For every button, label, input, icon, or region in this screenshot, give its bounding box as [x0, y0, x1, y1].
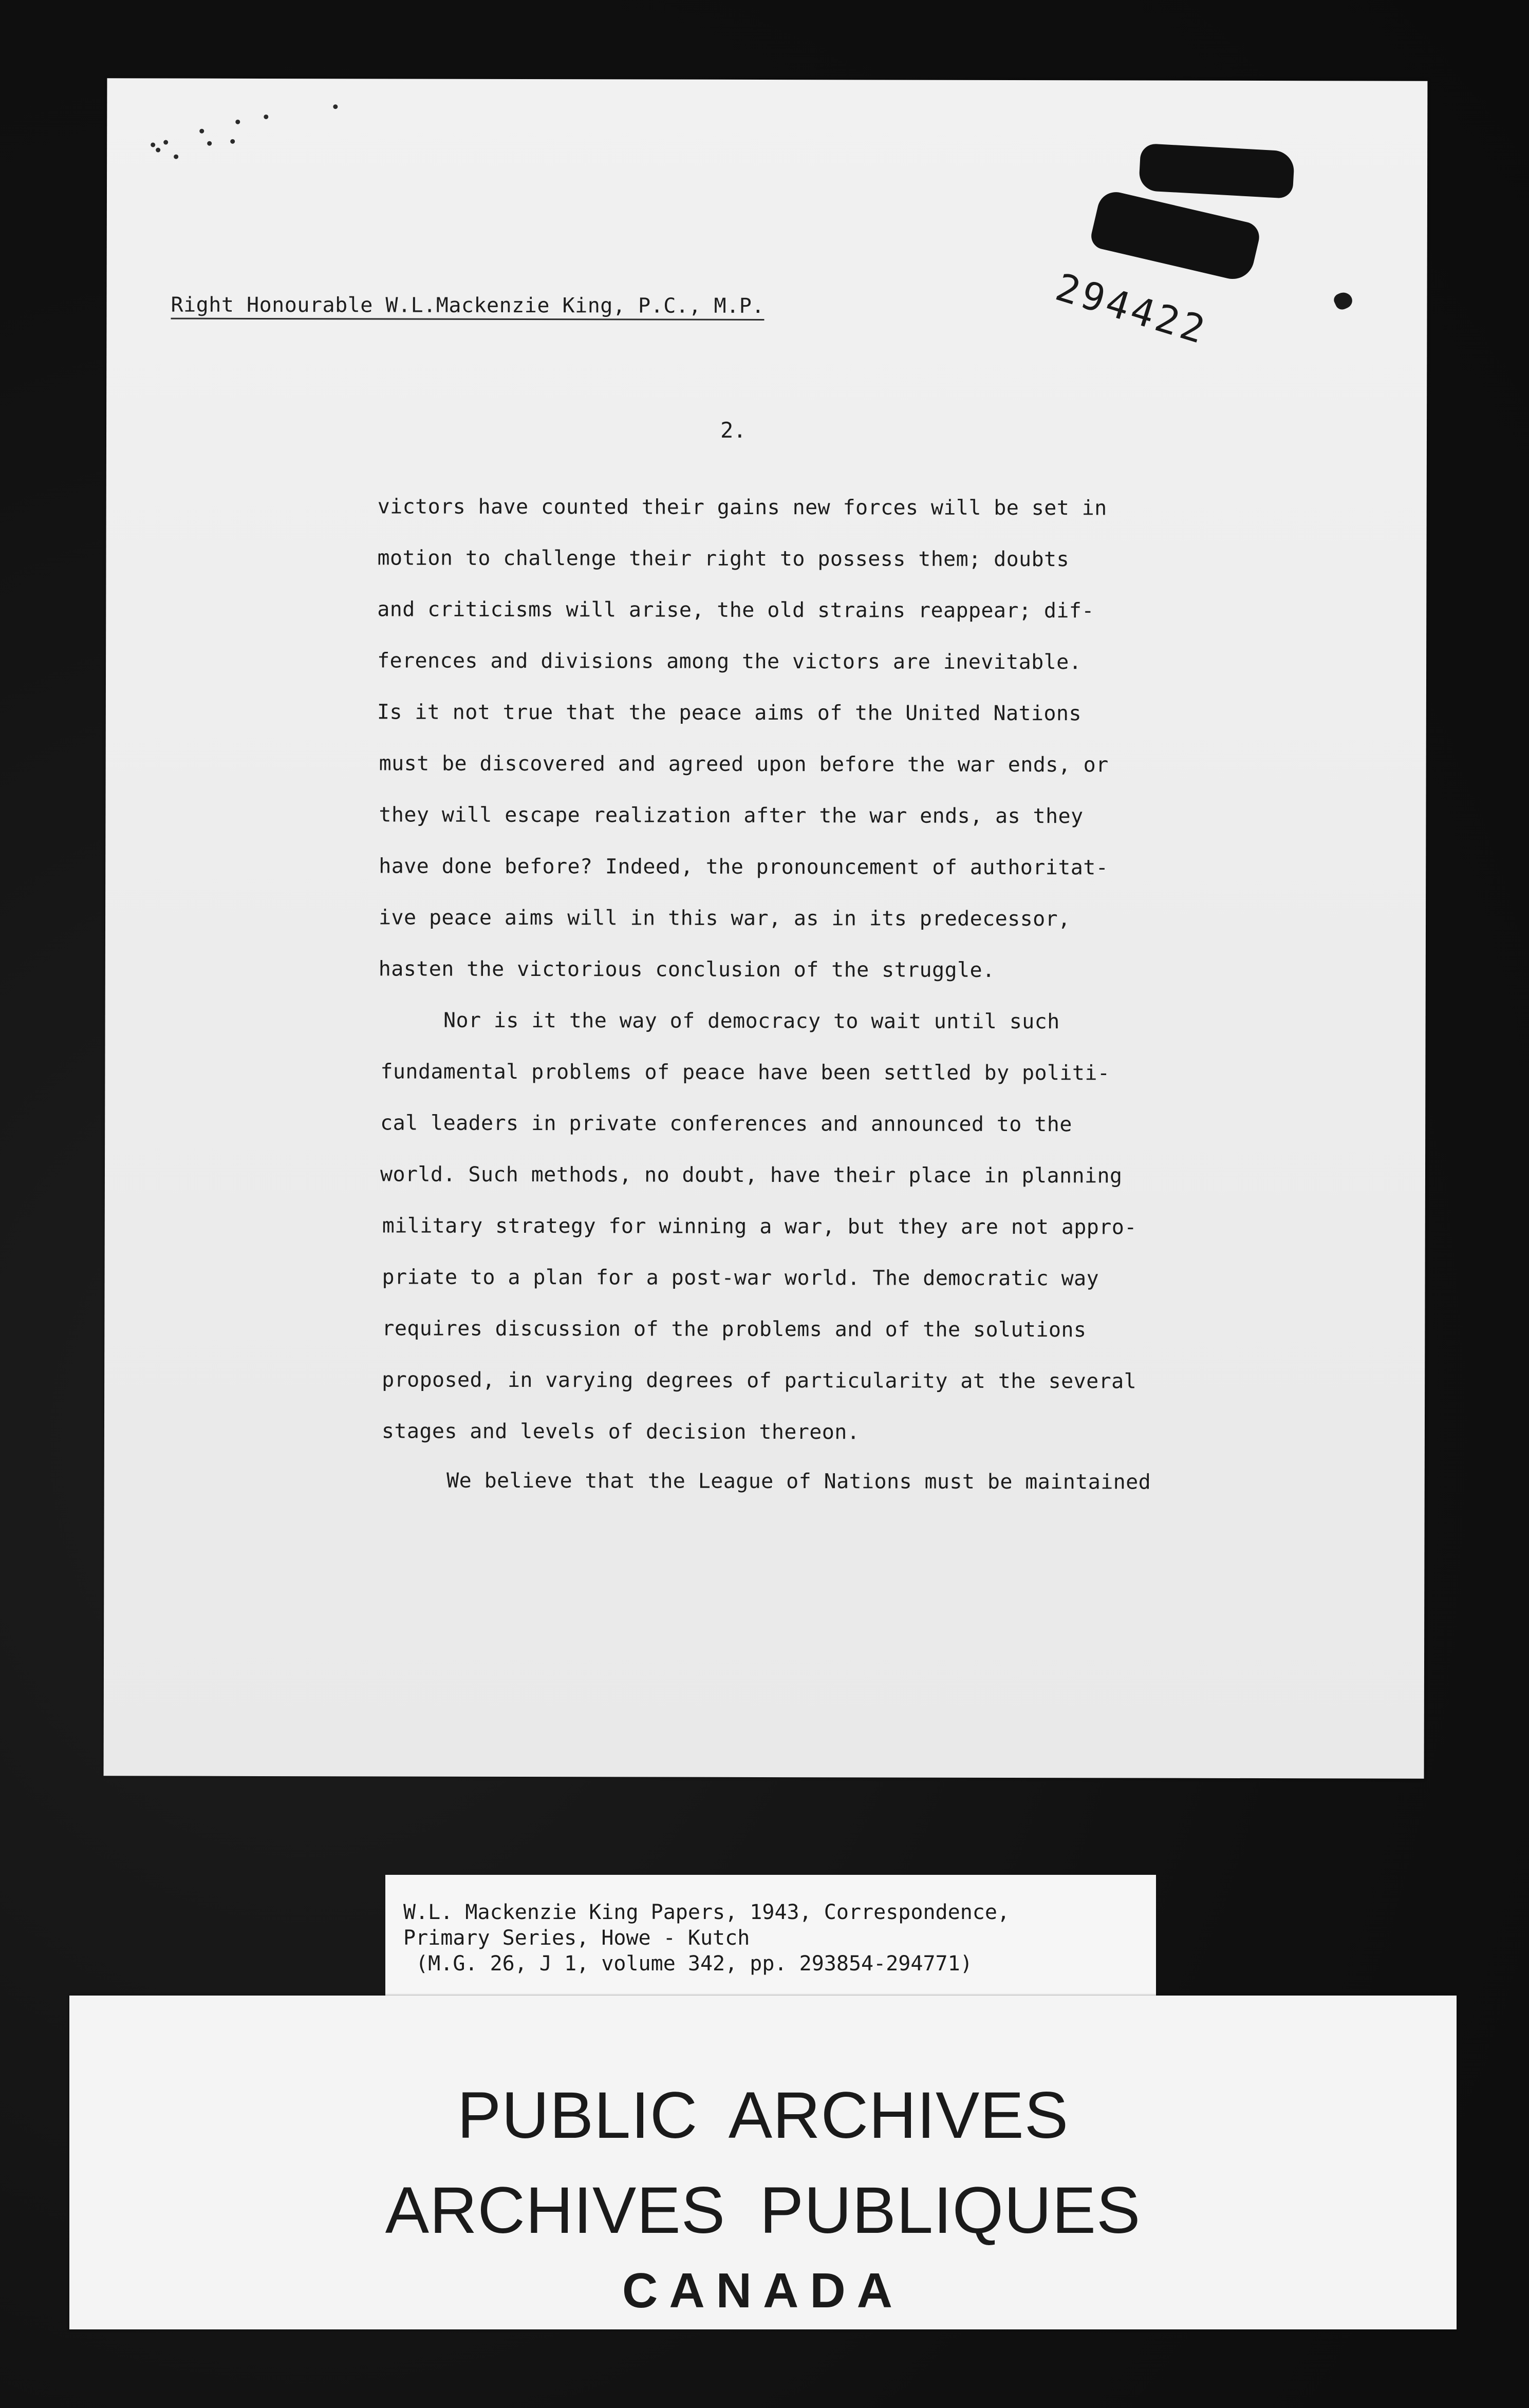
stray-mark: [174, 155, 178, 159]
stray-mark: [156, 148, 160, 153]
body-line: cal leaders in private conferences and announced to the: [380, 1111, 1072, 1137]
label-line: W.L. Mackenzie King Papers, 1943, Correspondence,: [403, 1901, 1010, 1924]
redaction-blot: [1089, 189, 1262, 284]
body-line: ferences and divisions among the victors are inevitable.: [377, 649, 1082, 674]
body-line: they will escape realization after the war ends, as they: [379, 803, 1084, 829]
stray-mark: [207, 141, 212, 146]
body-line: military strategy for winning a war, but they are not appro-: [382, 1214, 1137, 1239]
stray-mark: [199, 129, 204, 134]
letter-page: [104, 78, 1428, 1778]
body-line: Is it not true that the peace aims of the United Nations: [377, 700, 1082, 726]
body-line: requires discussion of the problems and of the solutions: [382, 1316, 1087, 1342]
body-line: We believe that the League of Nations must be maintained: [383, 1469, 1151, 1494]
body-line: hasten the victorious conclusion of the struggle.: [378, 957, 995, 982]
body-line: fundamental problems of peace have been settled by politi-: [380, 1060, 1110, 1085]
stray-mark: [230, 139, 235, 144]
ink-mark: [1332, 290, 1354, 312]
body-line: victors have counted their gains new forces will be set in: [377, 495, 1107, 520]
body-line: ive peace aims will in this war, as in its predecessor,: [378, 906, 1071, 931]
stray-mark: [235, 120, 240, 124]
stray-mark: [333, 104, 338, 109]
label-line: Primary Series, Howe - Kutch: [403, 1926, 750, 1950]
archive-stamp-number: 294422: [1050, 265, 1213, 353]
body-line: world. Such methods, no doubt, have their place in planning: [380, 1162, 1123, 1188]
recipient-header: Right Honourable W.L.Mackenzie King, P.C., M.P.: [171, 293, 764, 321]
body-line: and criticisms will arise, the old strains reappear; dif-: [377, 597, 1094, 623]
page-number: 2.: [720, 417, 747, 443]
archives-banner: [69, 1996, 1457, 2329]
banner-title-french: ARCHIVES PUBLIQUES: [385, 2174, 1141, 2247]
body-line: proposed, in varying degrees of particularity at the several: [382, 1368, 1137, 1394]
body-line: motion to challenge their right to possess them; doubts: [377, 546, 1070, 572]
banner-country: CANADA: [622, 2263, 904, 2318]
label-line: (M.G. 26, J 1, volume 342, pp. 293854-294771): [403, 1952, 973, 1976]
body-line: priate to a plan for a post-war world. The democratic way: [382, 1265, 1099, 1291]
body-line: stages and levels of decision thereon.: [381, 1419, 860, 1444]
body-line: have done before? Indeed, the pronouncement of authoritat-: [379, 854, 1109, 880]
body-line: must be discovered and agreed upon before the war ends, or: [379, 751, 1109, 777]
banner-title-english: PUBLIC ARCHIVES: [457, 2079, 1069, 2152]
stray-mark: [264, 115, 268, 119]
archive-reference-label: [385, 1875, 1156, 1998]
body-line: Nor is it the way of democracy to wait until such: [380, 1008, 1060, 1034]
redaction-blot: [1139, 143, 1295, 199]
stray-mark: [151, 142, 155, 147]
stray-mark: [163, 140, 168, 145]
